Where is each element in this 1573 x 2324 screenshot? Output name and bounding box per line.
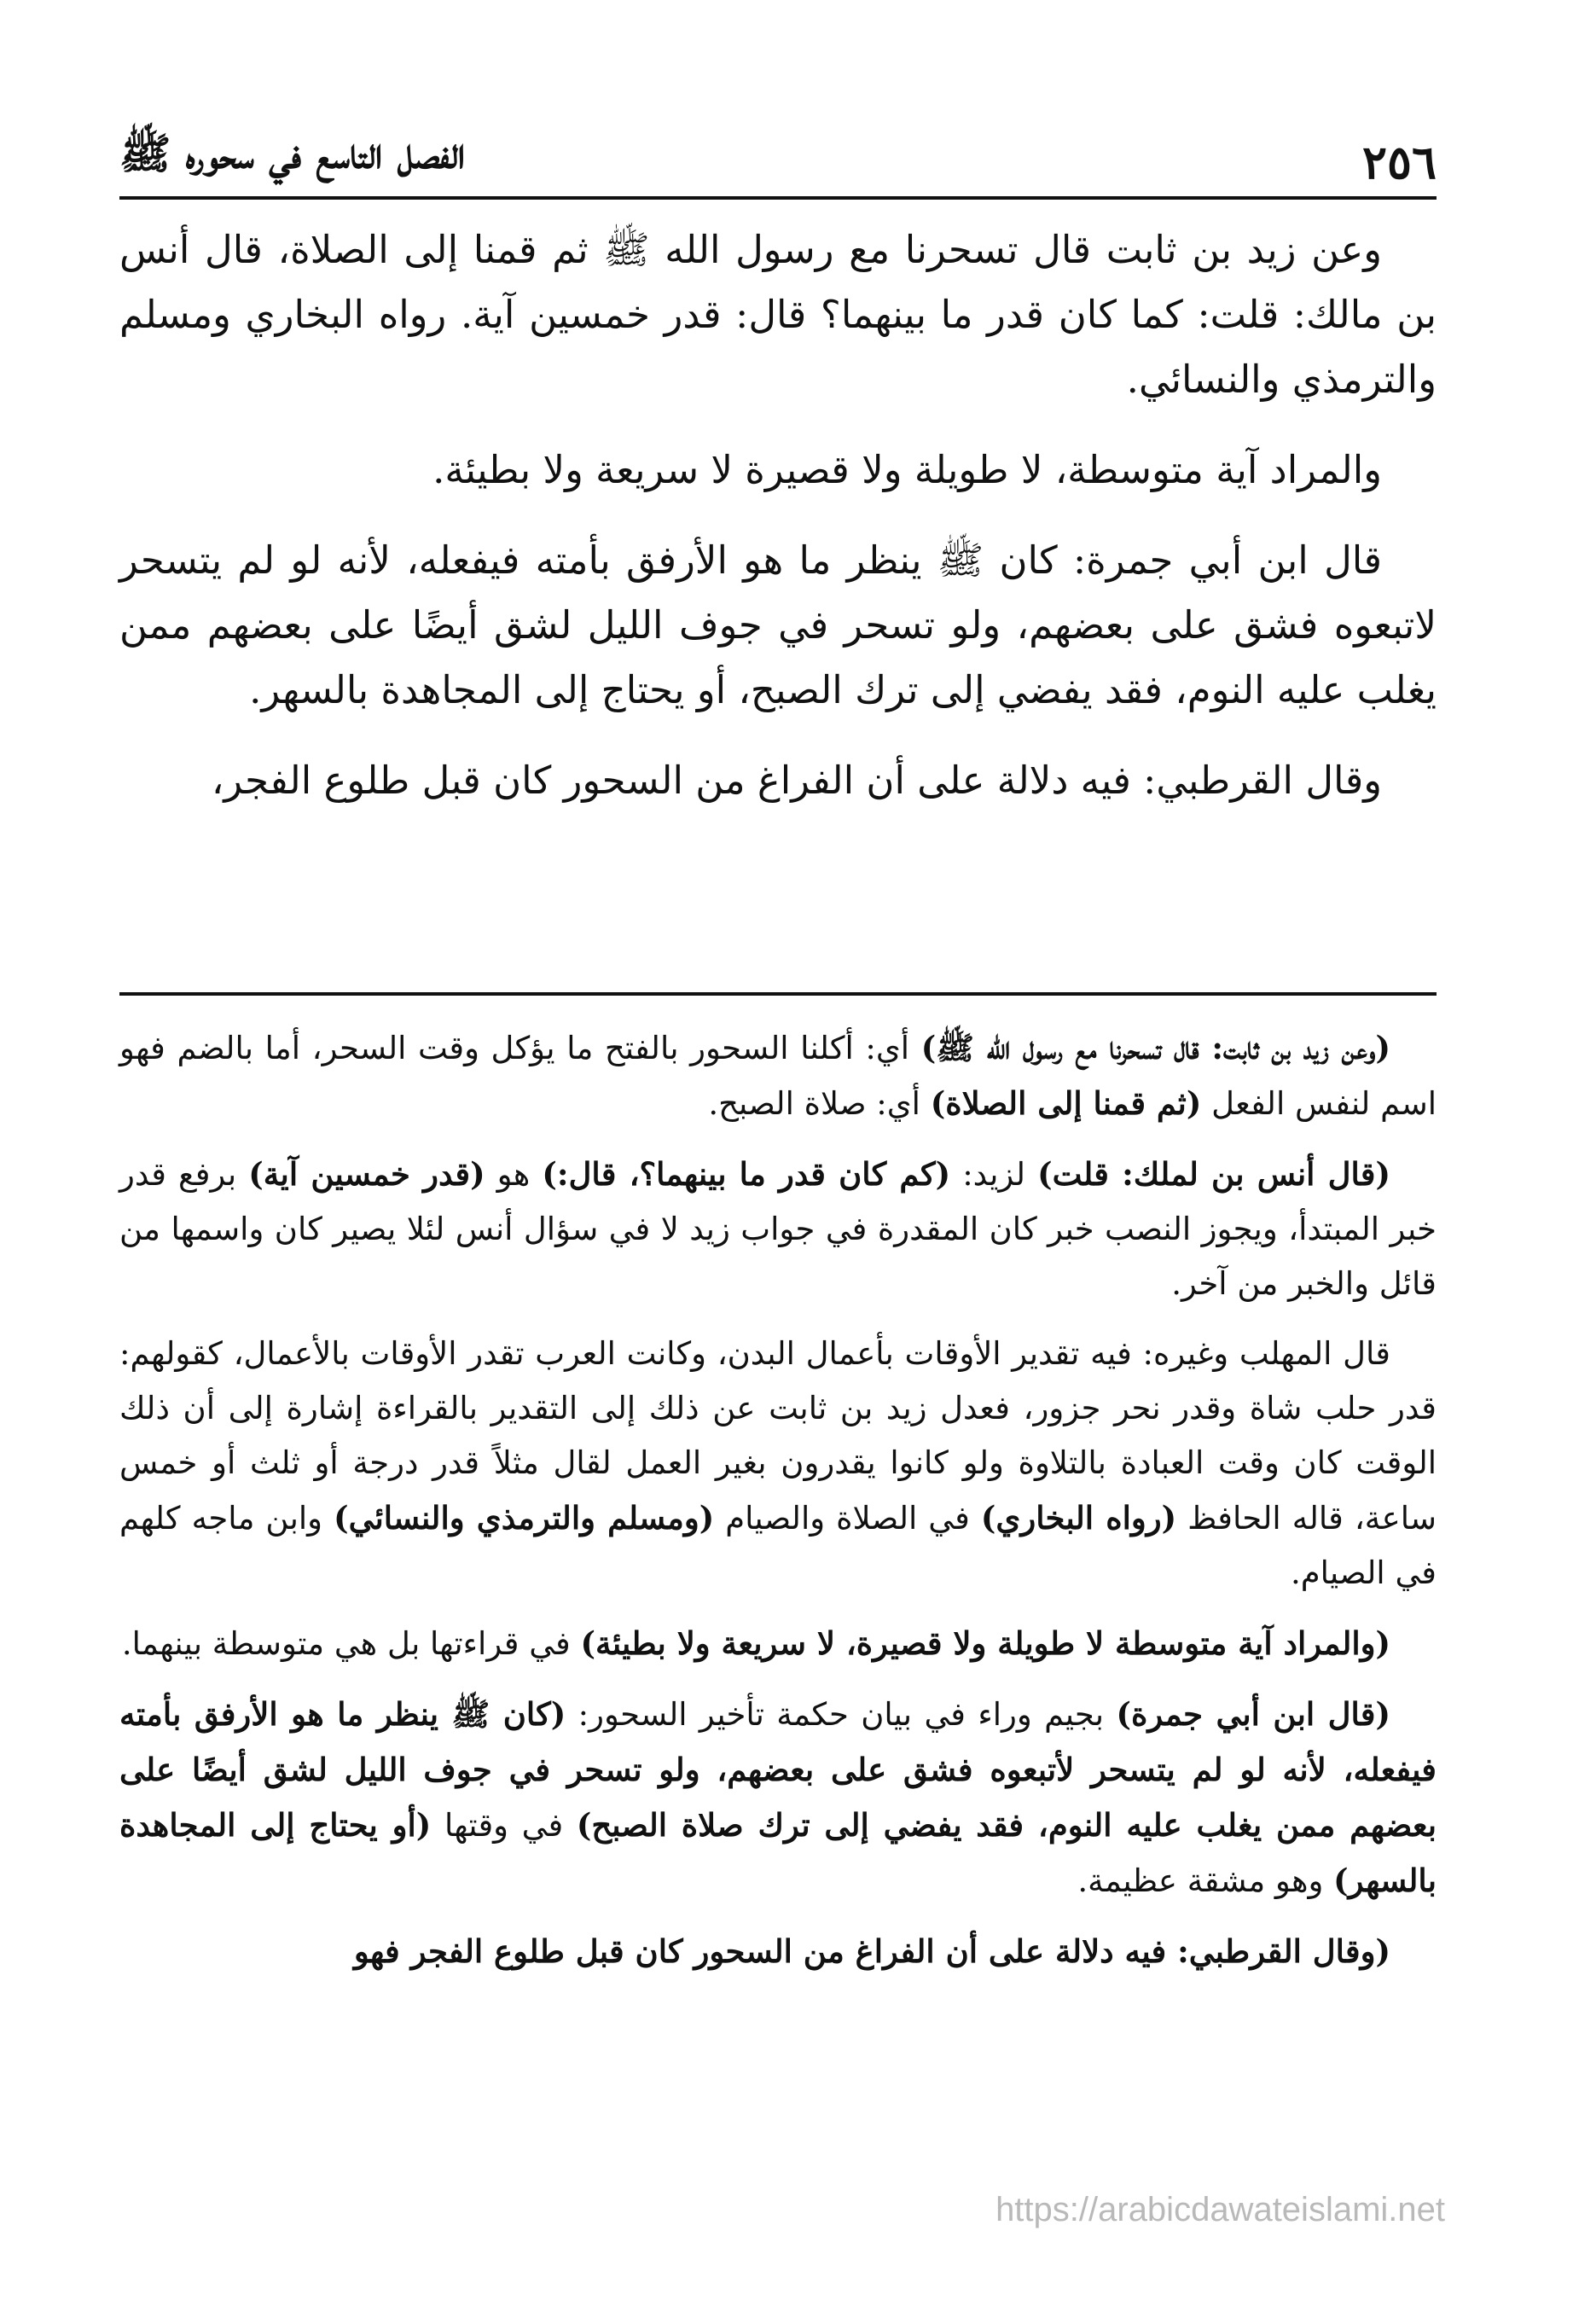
commentary-paragraph bbox=[119, 1687, 1437, 1909]
section-divider bbox=[119, 992, 1437, 996]
quoted-text: (وقال القرطبي: فيه دلالة على أن الفراغ من السحور كان قبل طلوع الفجر فهو bbox=[353, 1932, 1390, 1970]
quoted-text: (ثم قمنا إلى الصلاة) bbox=[930, 1084, 1202, 1122]
commentary-text: أي: أكلنا السحور بالفتح ما يؤكل وقت السحر، أما بالضم فهو اسم لنفس الفعل bbox=[119, 1030, 1437, 1122]
commentary-text: أي: صلاة الصبح. bbox=[708, 1085, 931, 1122]
page-header bbox=[119, 111, 1437, 200]
quoted-text: (قدر خمسين آية) bbox=[248, 1155, 485, 1193]
quoted-text: (رواه البخاري) bbox=[980, 1499, 1177, 1537]
commentary-text: قال المهلب وغيره: فيه تقدير الأوقات بأعمال البدن، وكانت العرب تقدر الأوقات بالأعمال، كقولهم: قدر حلب شاة وقدر نحر جزور، فعدل زيد بن ثابت عن ذلك إلى التقدير بالقراءة إشارة إلى أن ذلك الوقت كان وقت العبادة بالتلاوة ولو كانوا يقدرون بغير العمل لقال مثلاً قدر درجة أو ثلث أو خمس ساعة، قاله الحافظ bbox=[119, 1335, 1437, 1537]
commentary-text: برفع قدر خبر المبتدأ، ويجوز النصب خبر كان المقدرة في جواب زيد لا في سؤال أنس لئلا يصير كان واسمها من قائل والخبر من آخر. bbox=[119, 1156, 1437, 1302]
commentary-text: وابن ماجه كلهم في الصيام. bbox=[119, 1500, 1437, 1591]
commentary-paragraph bbox=[119, 1327, 1437, 1601]
commentary-paragraph bbox=[119, 1924, 1437, 1979]
commentary-text: لزيد: bbox=[950, 1156, 1038, 1193]
page-number: ٢٥٦ bbox=[1361, 135, 1437, 189]
commentary-text: في الصلاة والصيام bbox=[714, 1500, 981, 1537]
main-paragraph: وعن زيد بن ثابت قال تسحرنا مع رسول الله ﷺ ثم قمنا إلى الصلاة، قال أنس بن مالك: قلت: كما كان قدر ما بينهما؟ قال: قدر خمسين آية. رواه البخاري ومسلم والترمذي والنسائي. bbox=[119, 227, 1437, 402]
quoted-text: (قال أنس بن لملك: قلت) bbox=[1037, 1155, 1390, 1193]
commentary-paragraph bbox=[119, 1616, 1437, 1671]
commentary-section bbox=[119, 1020, 1437, 1995]
commentary-text: هو bbox=[485, 1156, 543, 1193]
watermark-url: https://arabicdawateislami.net bbox=[995, 2191, 1445, 2228]
quoted-text: (ومسلم والترمذي والنسائي) bbox=[334, 1499, 715, 1537]
quoted-text: (قال ابن أبي جمرة) bbox=[1116, 1695, 1390, 1733]
commentary-text: في قراءتها بل هي متوسطة بينهما. bbox=[121, 1625, 581, 1662]
quoted-text: (كم كان قدر ما بينهما؟، قال:) bbox=[542, 1155, 951, 1193]
commentary-paragraph bbox=[119, 1020, 1437, 1131]
main-paragraph: قال ابن أبي جمرة: كان ﷺ ينظر ما هو الأرفق بأمته فيفعله، لأنه لو لم يتسحر لاتبعوه فشق على بعضهم، ولو تسحر في جوف الليل لشق أيضًا على بعضهم ممن يغلب عليه النوم، فقد يفضي إلى ترك الصبح، أو يحتاج إلى المجاهدة بالسهر. bbox=[119, 537, 1437, 712]
main-paragraph: والمراد آية متوسطة، لا طويلة ولا قصيرة لا سريعة ولا بطيئة. bbox=[432, 447, 1382, 492]
commentary-text: بجيم وراء في بيان حكمة تأخير السحور: bbox=[566, 1696, 1117, 1733]
quoted-text: (وعن زيد بن ثابت: قال تسحرنا مع رسول الله ﷺ) bbox=[920, 1029, 1390, 1066]
quoted-text: (والمراد آية متوسطة لا طويلة ولا قصيرة، لا سريعة ولا بطيئة) bbox=[580, 1624, 1390, 1662]
main-text bbox=[119, 218, 1437, 839]
commentary-text: وهو مشقة عظيمة. bbox=[1077, 1862, 1334, 1899]
main-paragraph: وقال القرطبي: فيه دلالة على أن الفراغ من السحور كان قبل طلوع الفجر، bbox=[211, 758, 1382, 803]
commentary-paragraph bbox=[119, 1147, 1437, 1311]
chapter-title: الفصل التاسع في سحوره ﷺ bbox=[119, 128, 466, 178]
commentary-text: في وقتها bbox=[431, 1807, 577, 1844]
quoted-text: (أو يحتاج إلى المجاهدة بالسهر) bbox=[119, 1806, 1437, 1899]
quoted-text: (كان ﷺ ينظر ما هو الأرفق بأمته فيفعله، لأنه لو لم يتسحر لأتبعوه فشق على بعضهم، ولو تسحر في جوف الليل لشق أيضًا على بعضهم ممن يغلب عليه النوم، فقد يفضي إلى ترك صلاة الصبح) bbox=[119, 1695, 1437, 1844]
